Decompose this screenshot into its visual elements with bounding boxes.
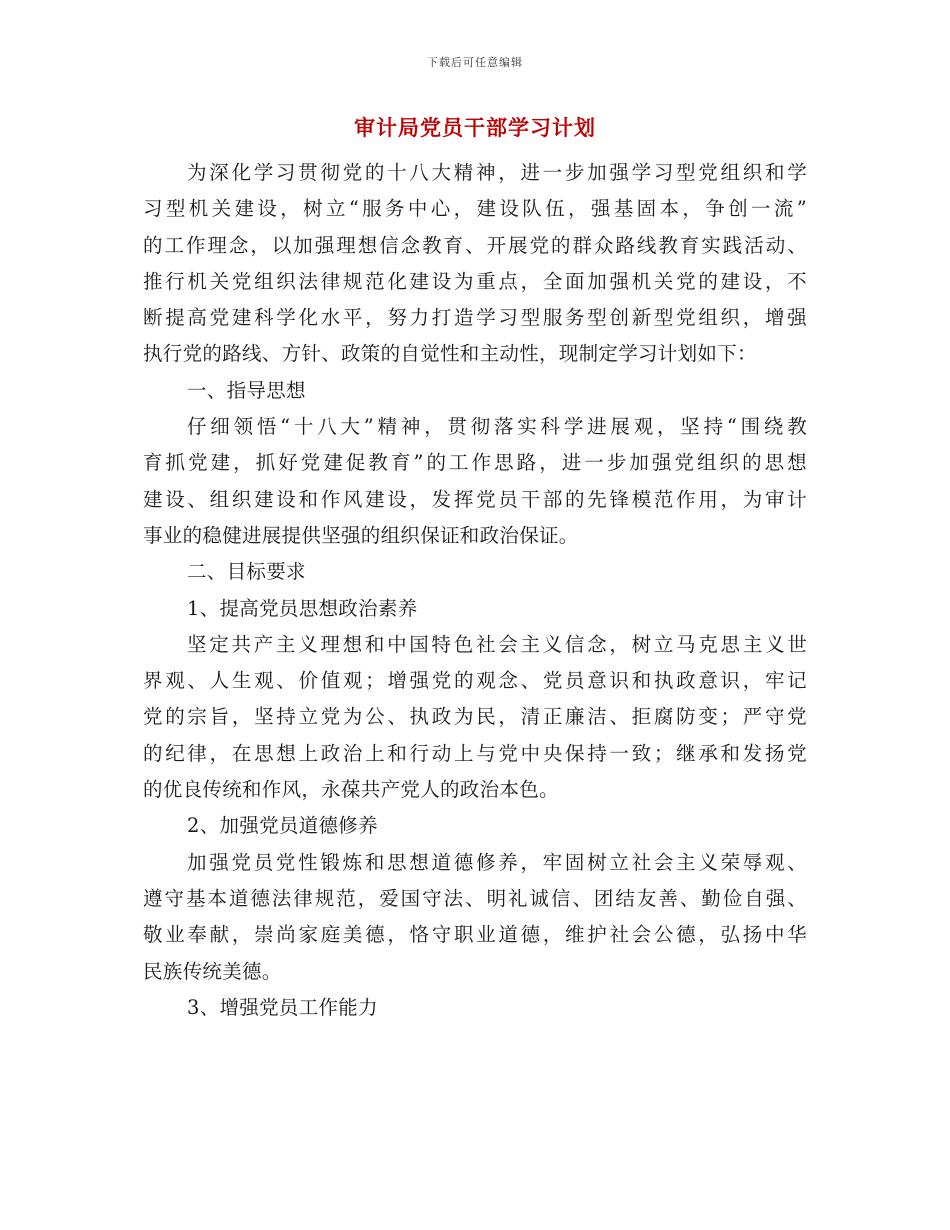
body-line: 民族传统美德。 bbox=[143, 959, 282, 983]
body-line: 的纪律，在思想上政治上和行动上与党中央保持一致；继承和发扬党 bbox=[143, 741, 807, 765]
body-line: 的工作理念，以加强理想信念教育、开展党的群众路线教育实践活动、 bbox=[143, 233, 807, 257]
body-line: 为深化学习贯彻党的十八大精神，进一步加强学习型党组织和学 bbox=[187, 161, 807, 184]
document-body bbox=[143, 155, 807, 1026]
body-line: 育抓党建，抓好党建促教育”的工作思路，进一步加强党组织的思想 bbox=[143, 451, 807, 475]
body-line: 2、加强党员道德修养 bbox=[187, 814, 378, 838]
document-title: 审计局党员干部学习计划 bbox=[354, 115, 596, 140]
body-line: 3、增强党员工作能力 bbox=[187, 995, 378, 1019]
body-line: 一、指导思想 bbox=[187, 378, 306, 402]
body-line: 断提高党建科学化水平，努力打造学习型服务型创新型党组织，增强 bbox=[143, 306, 807, 330]
body-line: 仔细领悟“十八大”精神，贯彻落实科学进展观，坚持“围绕教 bbox=[187, 415, 807, 439]
body-line: 1、提高党员思想政治素养 bbox=[187, 596, 418, 620]
body-line: 界观、人生观、价值观；增强党的观念、党员意识和执政意识，牢记 bbox=[143, 669, 807, 693]
body-line: 建设、组织建设和作风建设，发挥党员干部的先锋模范作用，为审计 bbox=[143, 487, 807, 511]
body-line: 执行党的路线、方针、政策的自觉性和主动性，现制定学习计划如下： bbox=[143, 342, 757, 366]
body-line: 加强党员党性锻炼和思想道德修养，牢固树立社会主义荣辱观、 bbox=[187, 850, 807, 874]
header-note: 下载后可任意编辑 bbox=[427, 56, 523, 69]
body-line: 敬业奉献，崇尚家庭美德，恪守职业道德，维护社会公德，弘扬中华 bbox=[143, 923, 807, 947]
body-line: 推行机关党组织法律规范化建设为重点，全面加强机关党的建设，不 bbox=[143, 269, 807, 293]
body-line: 遵守基本道德法律规范，爱国守法、明礼诚信、团结友善、勤俭自强、 bbox=[143, 886, 807, 910]
body-line: 的优良传统和作风，永葆共产党人的政治本色。 bbox=[143, 778, 559, 802]
body-line: 事业的稳健进展提供坚强的组织保证和政治保证。 bbox=[143, 523, 579, 547]
body-line: 党的宗旨，坚持立党为公、执政为民，清正廉洁、拒腐防变；严守党 bbox=[143, 705, 807, 729]
body-line: 习型机关建设，树立“服务中心，建设队伍，强基固本，争创一流” bbox=[143, 197, 807, 221]
body-line: 二、目标要求 bbox=[187, 560, 306, 584]
body-line: 坚定共产主义理想和中国特色社会主义信念，树立马克思主义世 bbox=[187, 632, 807, 656]
